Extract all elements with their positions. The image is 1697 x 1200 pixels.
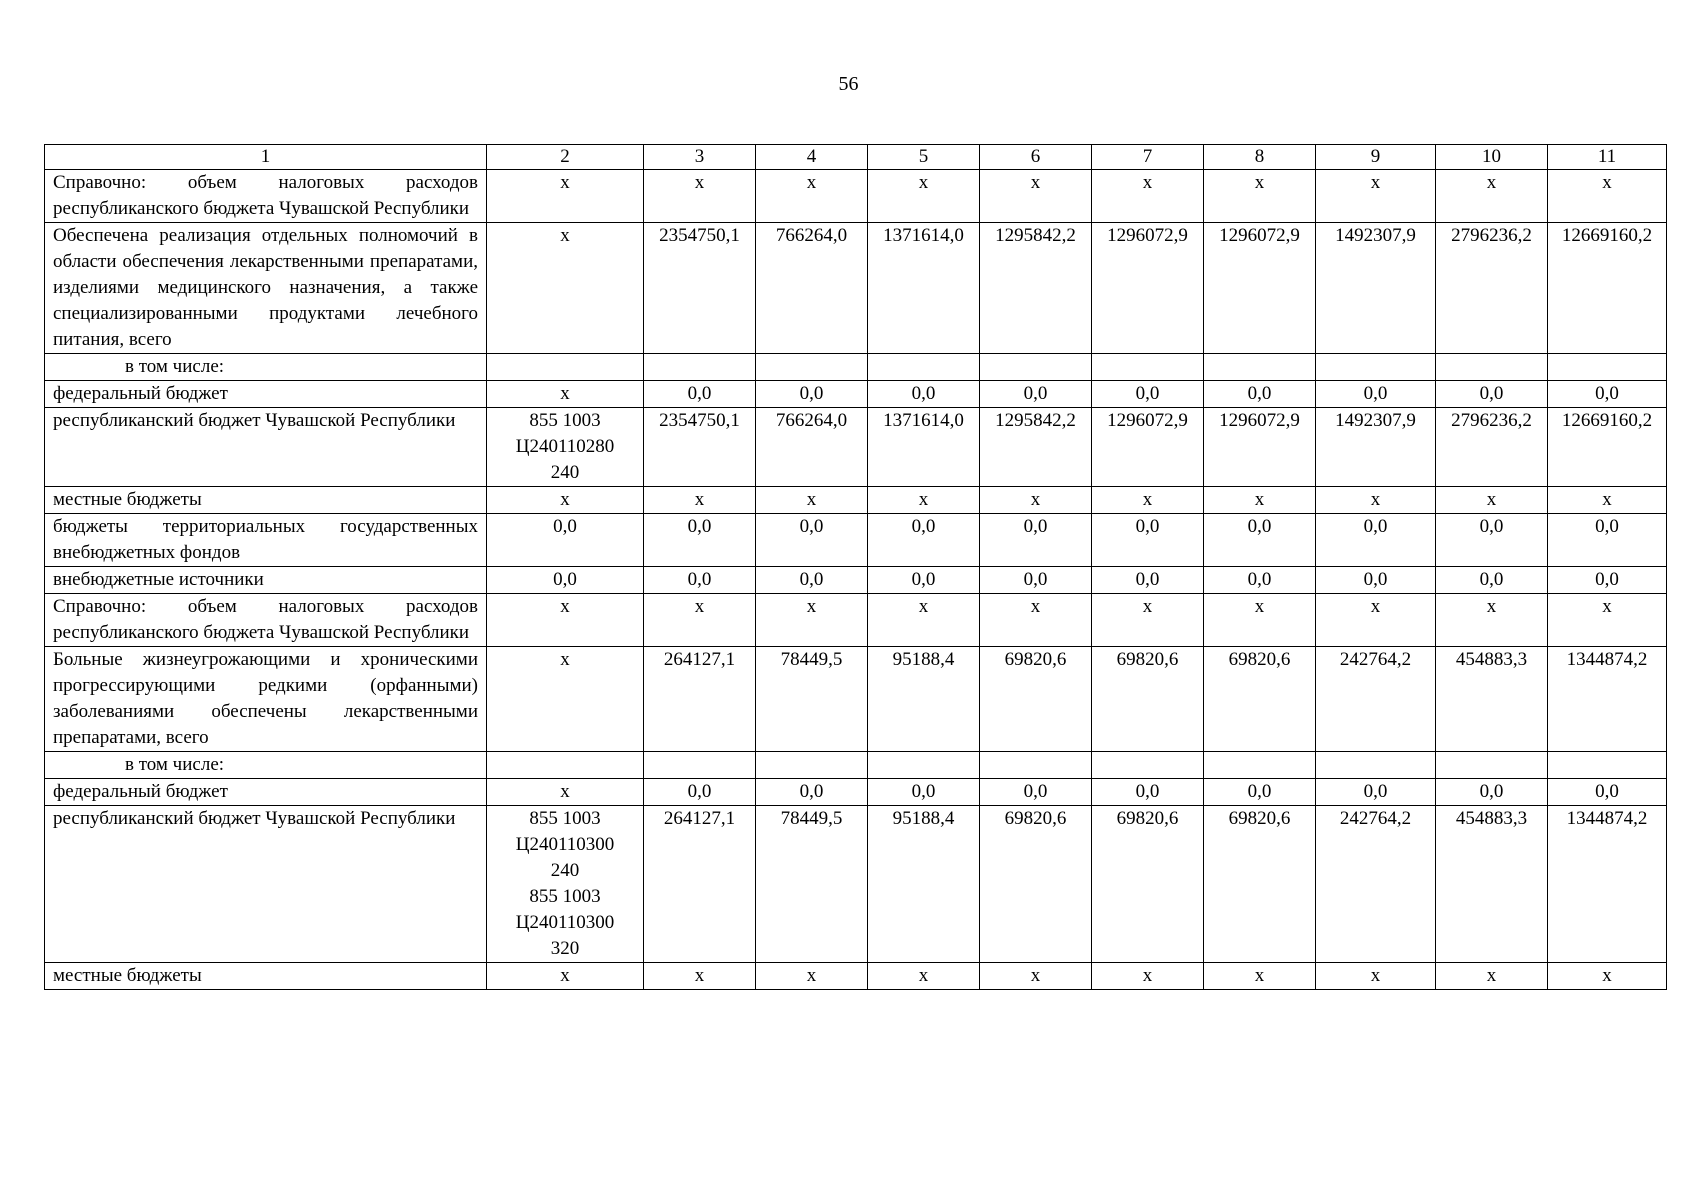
value-cell: 1344874,2 — [1548, 647, 1667, 752]
value-cell: 0,0 — [1092, 381, 1204, 408]
value-cell: 242764,2 — [1316, 647, 1436, 752]
row-label: местные бюджеты — [45, 963, 487, 990]
budget-code-cell — [487, 354, 644, 381]
value-cell: 264127,1 — [644, 806, 756, 963]
value-cell — [980, 752, 1092, 779]
value-cell: х — [980, 487, 1092, 514]
value-cell — [868, 752, 980, 779]
value-cell: 0,0 — [1548, 514, 1667, 567]
value-cell: х — [980, 594, 1092, 647]
value-cell: х — [868, 963, 980, 990]
row-label: республиканский бюджет Чувашской Республики — [45, 806, 487, 963]
value-cell — [980, 354, 1092, 381]
page-number: 56 — [838, 73, 859, 95]
value-cell: 1492307,9 — [1316, 408, 1436, 487]
value-cell: 69820,6 — [980, 806, 1092, 963]
value-cell: х — [1436, 594, 1548, 647]
value-cell: 1296072,9 — [1204, 408, 1316, 487]
column-header: 10 — [1436, 145, 1548, 170]
value-cell: 0,0 — [1204, 514, 1316, 567]
value-cell: 0,0 — [644, 514, 756, 567]
value-cell: 0,0 — [756, 381, 868, 408]
value-cell — [1548, 752, 1667, 779]
value-cell — [1436, 752, 1548, 779]
budget-code-cell: х — [487, 487, 644, 514]
value-cell: 454883,3 — [1436, 806, 1548, 963]
value-cell: х — [1316, 170, 1436, 223]
value-cell: х — [1316, 963, 1436, 990]
value-cell: 0,0 — [1548, 567, 1667, 594]
value-cell: 0,0 — [1092, 779, 1204, 806]
value-cell: 264127,1 — [644, 647, 756, 752]
budget-code-cell: 855 1003 Ц240110300 240 855 1003 Ц240110300 320 — [487, 806, 644, 963]
value-cell: х — [644, 963, 756, 990]
value-cell — [756, 354, 868, 381]
budget-code-cell: х — [487, 223, 644, 354]
value-cell: х — [1204, 963, 1316, 990]
value-cell: 0,0 — [1548, 381, 1667, 408]
value-cell: 0,0 — [980, 514, 1092, 567]
value-cell: х — [1436, 170, 1548, 223]
value-cell — [1204, 752, 1316, 779]
value-cell — [1092, 752, 1204, 779]
value-cell: х — [644, 594, 756, 647]
value-cell: 0,0 — [980, 567, 1092, 594]
value-cell: 2354750,1 — [644, 408, 756, 487]
table-row — [45, 567, 1667, 594]
value-cell — [1092, 354, 1204, 381]
value-cell: 0,0 — [644, 381, 756, 408]
value-cell: 0,0 — [1436, 381, 1548, 408]
row-label: федеральный бюджет — [45, 779, 487, 806]
value-cell: х — [1548, 594, 1667, 647]
value-cell: 1296072,9 — [1092, 408, 1204, 487]
header-row — [45, 145, 1667, 170]
table-body — [45, 170, 1667, 990]
column-header: 1 — [45, 145, 487, 170]
value-cell: х — [868, 170, 980, 223]
column-header: 7 — [1092, 145, 1204, 170]
value-cell — [644, 752, 756, 779]
value-cell: 1295842,2 — [980, 408, 1092, 487]
value-cell — [1316, 752, 1436, 779]
value-cell — [1204, 354, 1316, 381]
value-cell: х — [1548, 963, 1667, 990]
value-cell: х — [1316, 594, 1436, 647]
row-label: внебюджетные источники — [45, 567, 487, 594]
value-cell: 0,0 — [868, 779, 980, 806]
value-cell: 1295842,2 — [980, 223, 1092, 354]
value-cell: 0,0 — [1092, 567, 1204, 594]
value-cell: 1296072,9 — [1204, 223, 1316, 354]
value-cell: 766264,0 — [756, 223, 868, 354]
value-cell: 0,0 — [980, 779, 1092, 806]
column-header: 6 — [980, 145, 1092, 170]
value-cell: 2796236,2 — [1436, 223, 1548, 354]
value-cell: х — [980, 963, 1092, 990]
value-cell: 1371614,0 — [868, 408, 980, 487]
row-label: Больные жизнеугрожающими и хроническими прогрессирующими редкими (орфанными) заболеваниями обеспечены лекарственными препаратами, всего — [45, 647, 487, 752]
value-cell: 95188,4 — [868, 647, 980, 752]
row-label: бюджеты территориальных государственных внебюджетных фондов — [45, 514, 487, 567]
value-cell: х — [1436, 963, 1548, 990]
value-cell: х — [868, 487, 980, 514]
value-cell: 2796236,2 — [1436, 408, 1548, 487]
table-row — [45, 752, 1667, 779]
value-cell: х — [1092, 487, 1204, 514]
value-cell: 0,0 — [868, 381, 980, 408]
value-cell: х — [644, 487, 756, 514]
column-header: 3 — [644, 145, 756, 170]
table-row — [45, 779, 1667, 806]
value-cell: х — [868, 594, 980, 647]
value-cell: х — [1204, 170, 1316, 223]
table-row — [45, 354, 1667, 381]
value-cell: 0,0 — [1436, 779, 1548, 806]
value-cell: 69820,6 — [1092, 806, 1204, 963]
value-cell: х — [1548, 487, 1667, 514]
row-label: республиканский бюджет Чувашской Республики — [45, 408, 487, 487]
value-cell: х — [1204, 594, 1316, 647]
value-cell: 0,0 — [644, 779, 756, 806]
table-row — [45, 487, 1667, 514]
budget-code-cell: х — [487, 594, 644, 647]
value-cell: 0,0 — [756, 567, 868, 594]
value-cell: 78449,5 — [756, 647, 868, 752]
table-row — [45, 381, 1667, 408]
value-cell: х — [756, 594, 868, 647]
value-cell: 1492307,9 — [1316, 223, 1436, 354]
row-label: Справочно: объем налоговых расходов республиканского бюджета Чувашской Республики — [45, 594, 487, 647]
value-cell: 78449,5 — [756, 806, 868, 963]
value-cell: х — [1436, 487, 1548, 514]
table-row — [45, 806, 1667, 963]
value-cell: 0,0 — [1204, 567, 1316, 594]
value-cell: х — [756, 170, 868, 223]
column-header: 8 — [1204, 145, 1316, 170]
budget-code-cell: х — [487, 647, 644, 752]
value-cell: 69820,6 — [1092, 647, 1204, 752]
value-cell: 1296072,9 — [1092, 223, 1204, 354]
value-cell: х — [1092, 594, 1204, 647]
value-cell: 766264,0 — [756, 408, 868, 487]
value-cell: 0,0 — [1092, 514, 1204, 567]
value-cell: 0,0 — [1436, 567, 1548, 594]
value-cell: х — [1548, 170, 1667, 223]
row-label: Обеспечена реализация отдельных полномочий в области обеспечения лекарственными препаратами, изделиями медицинского назначения, а также специализированными продуктами лечебного питания, всего — [45, 223, 487, 354]
table-row — [45, 963, 1667, 990]
table-row — [45, 223, 1667, 354]
budget-table — [44, 144, 1667, 990]
value-cell: 0,0 — [756, 779, 868, 806]
value-cell: х — [1316, 487, 1436, 514]
value-cell: 0,0 — [1548, 779, 1667, 806]
value-cell: 0,0 — [1204, 779, 1316, 806]
value-cell: 0,0 — [1316, 514, 1436, 567]
value-cell — [756, 752, 868, 779]
value-cell: х — [1092, 170, 1204, 223]
value-cell: х — [756, 487, 868, 514]
table-row — [45, 408, 1667, 487]
value-cell: 0,0 — [868, 514, 980, 567]
value-cell: 0,0 — [1316, 779, 1436, 806]
value-cell: 69820,6 — [980, 647, 1092, 752]
value-cell: 69820,6 — [1204, 806, 1316, 963]
value-cell: 0,0 — [1316, 381, 1436, 408]
budget-code-cell: 0,0 — [487, 567, 644, 594]
value-cell: 69820,6 — [1204, 647, 1316, 752]
row-label: в том числе: — [45, 752, 487, 779]
value-cell: 12669160,2 — [1548, 408, 1667, 487]
value-cell: х — [1204, 487, 1316, 514]
value-cell: 0,0 — [1316, 567, 1436, 594]
column-header: 11 — [1548, 145, 1667, 170]
value-cell: х — [756, 963, 868, 990]
value-cell: х — [980, 170, 1092, 223]
value-cell — [644, 354, 756, 381]
column-header: 9 — [1316, 145, 1436, 170]
budget-code-cell: 0,0 — [487, 514, 644, 567]
budget-code-cell: х — [487, 779, 644, 806]
row-label: в том числе: — [45, 354, 487, 381]
value-cell: 2354750,1 — [644, 223, 756, 354]
row-label: федеральный бюджет — [45, 381, 487, 408]
value-cell — [1548, 354, 1667, 381]
row-label: Справочно: объем налоговых расходов республиканского бюджета Чувашской Республики — [45, 170, 487, 223]
budget-code-cell: х — [487, 170, 644, 223]
value-cell — [1436, 354, 1548, 381]
table-row — [45, 647, 1667, 752]
table-row — [45, 514, 1667, 567]
column-header: 4 — [756, 145, 868, 170]
value-cell: 0,0 — [868, 567, 980, 594]
table-row — [45, 594, 1667, 647]
value-cell: х — [644, 170, 756, 223]
budget-code-cell: х — [487, 963, 644, 990]
value-cell: 0,0 — [644, 567, 756, 594]
value-cell: 0,0 — [980, 381, 1092, 408]
value-cell: 1371614,0 — [868, 223, 980, 354]
row-label: местные бюджеты — [45, 487, 487, 514]
value-cell: 0,0 — [1436, 514, 1548, 567]
column-header: 5 — [868, 145, 980, 170]
column-header: 2 — [487, 145, 644, 170]
value-cell — [868, 354, 980, 381]
value-cell: 242764,2 — [1316, 806, 1436, 963]
budget-code-cell: 855 1003 Ц240110280 240 — [487, 408, 644, 487]
budget-code-cell: х — [487, 381, 644, 408]
value-cell: 95188,4 — [868, 806, 980, 963]
value-cell: 454883,3 — [1436, 647, 1548, 752]
value-cell: х — [1092, 963, 1204, 990]
value-cell: 0,0 — [756, 514, 868, 567]
value-cell: 1344874,2 — [1548, 806, 1667, 963]
value-cell: 12669160,2 — [1548, 223, 1667, 354]
value-cell — [1316, 354, 1436, 381]
table-row — [45, 170, 1667, 223]
value-cell: 0,0 — [1204, 381, 1316, 408]
budget-code-cell — [487, 752, 644, 779]
